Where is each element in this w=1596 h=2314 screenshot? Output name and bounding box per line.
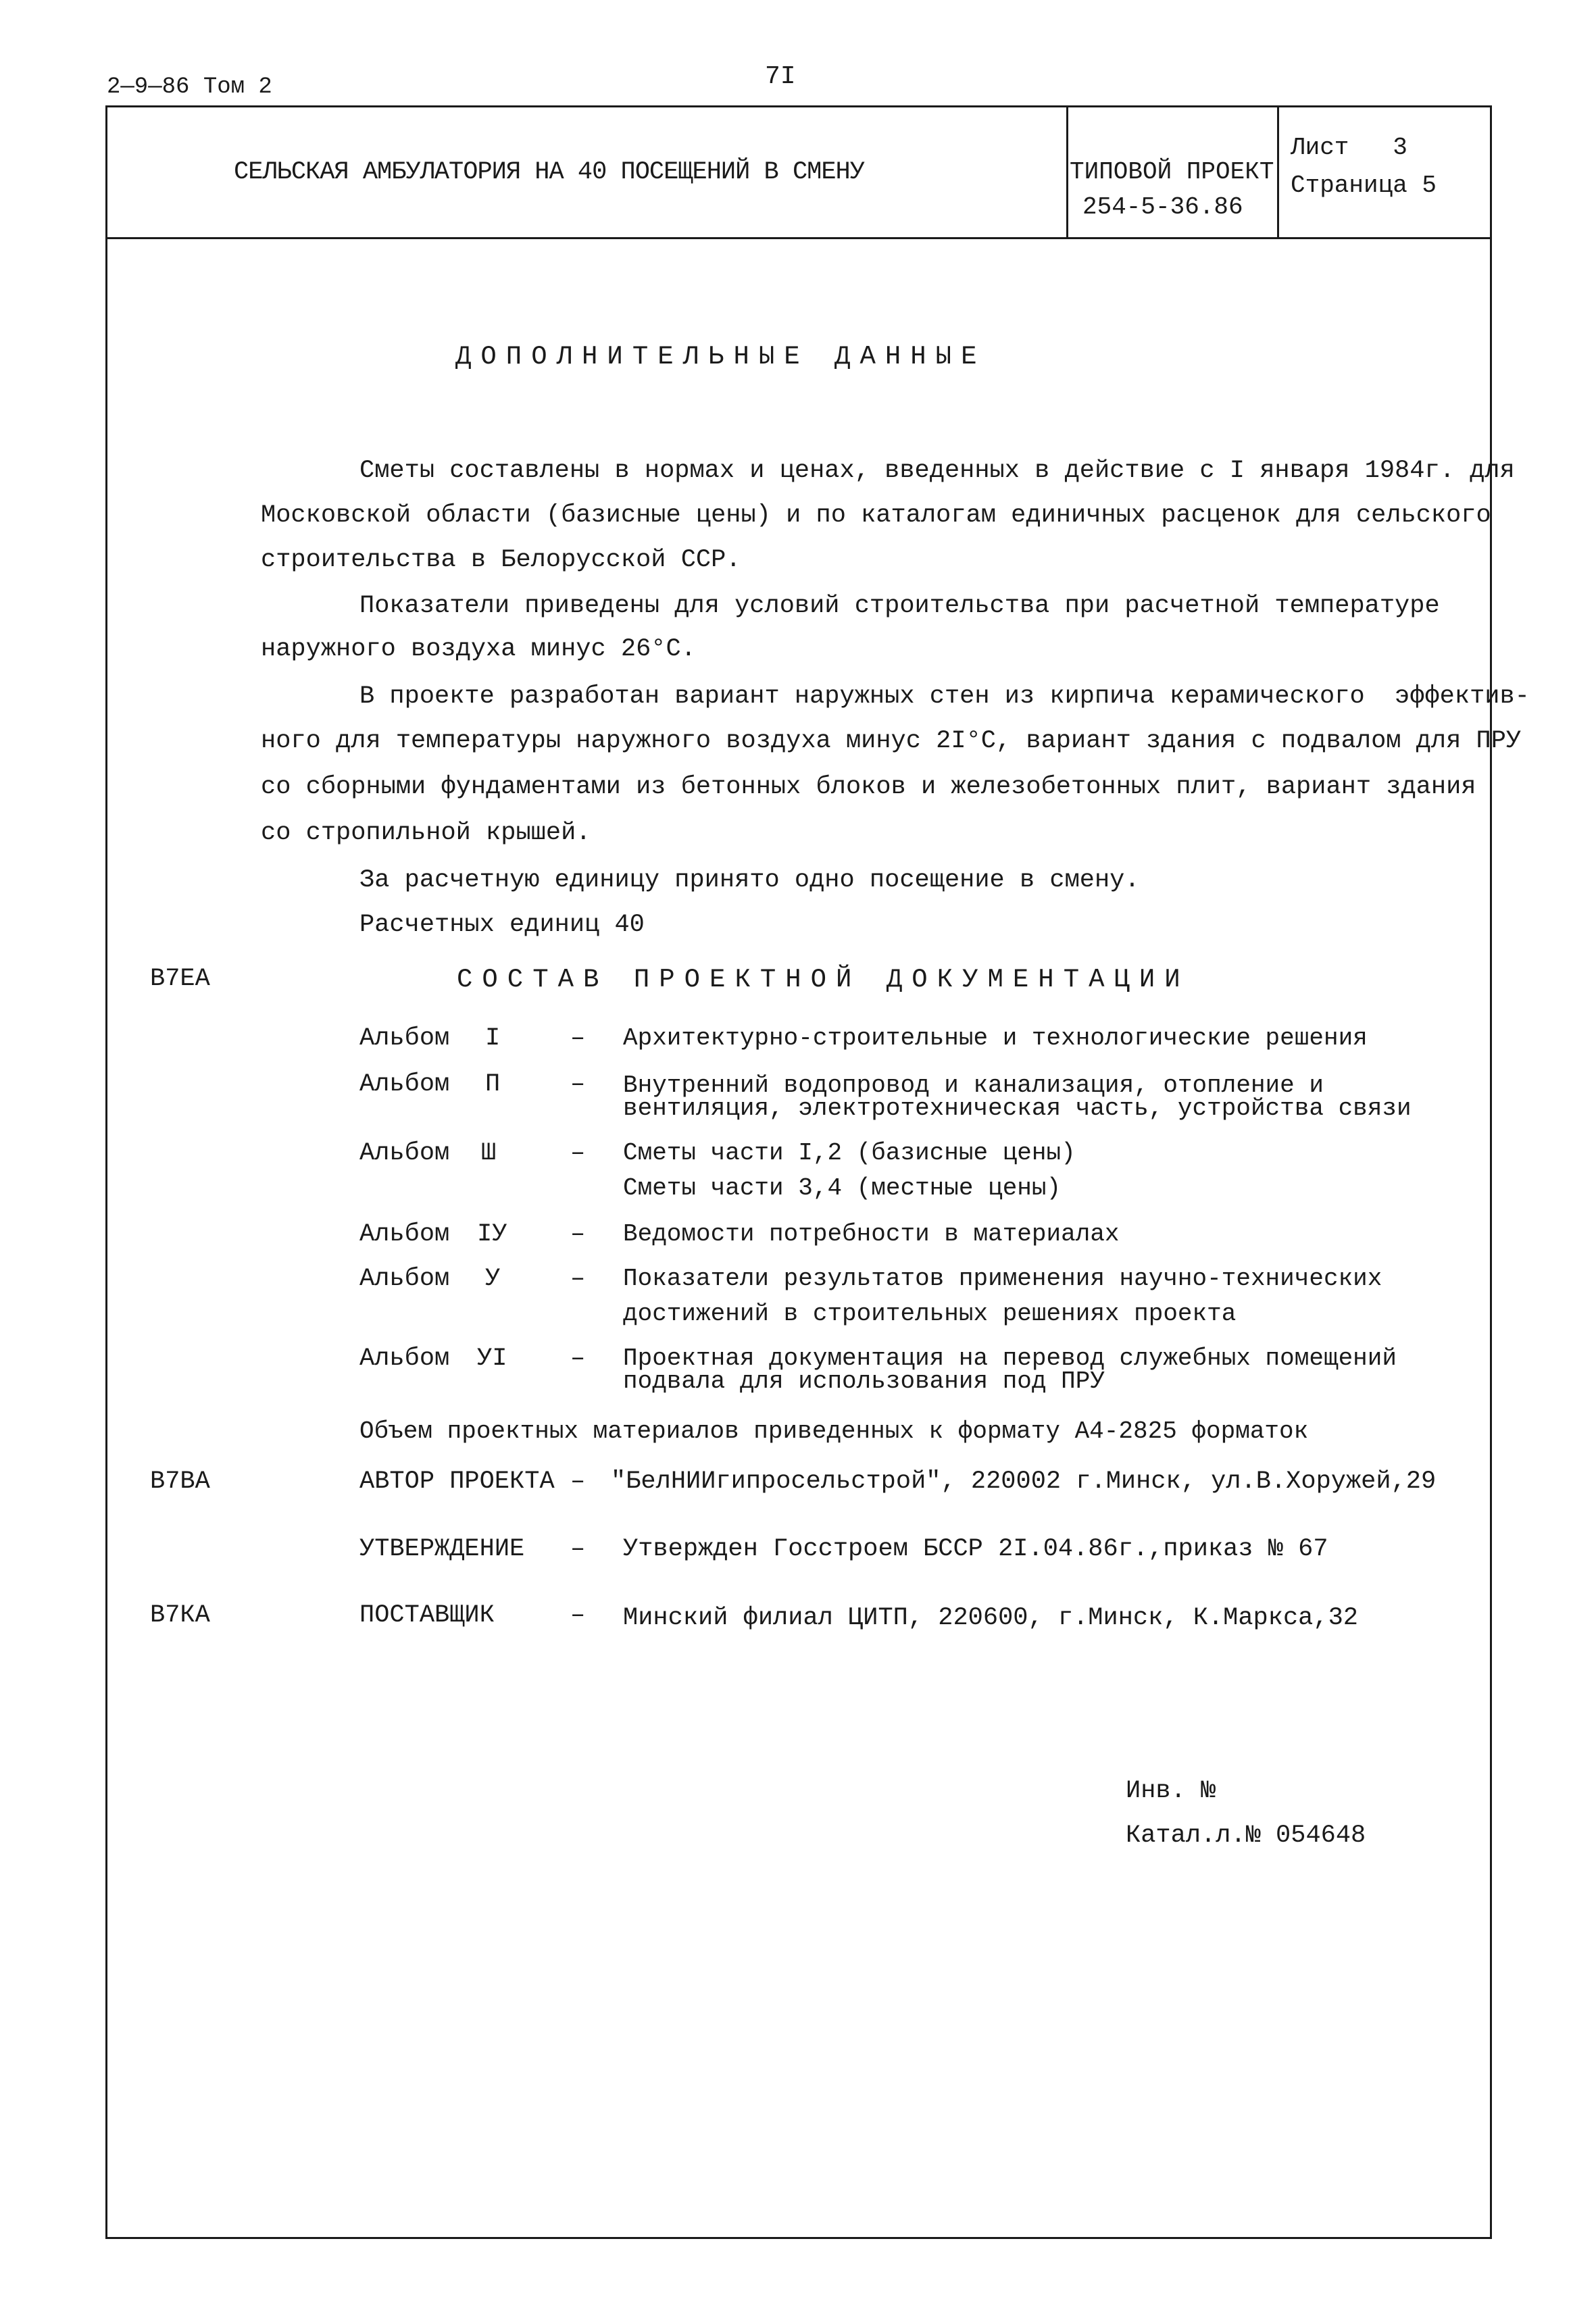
project-code: 254-5-36.86 (1082, 193, 1243, 221)
album-number: I (485, 1024, 501, 1053)
document-title: СЕЛЬСКАЯ АМБУЛАТОРИЯ НА 40 ПОСЕЩЕНИЙ В СМЕНУ (234, 158, 864, 186)
paragraph-line: Показатели приведены для условий строительства при расчетной температуре (359, 592, 1440, 620)
supplier-dash: – (570, 1601, 586, 1630)
paragraph-line: Сметы составлены в нормах и ценах, введенных в действие с I января 1984г. для (359, 457, 1515, 485)
paragraph-line: строительства в Белорусской ССР. (261, 546, 741, 574)
title-block-separator-2 (1277, 105, 1279, 238)
approval-value: Утвержден Госстроем БССР 2I.04.86г.,приказ № 67 (623, 1535, 1328, 1563)
album-label: Альбом (359, 1220, 450, 1249)
album-number: IУ (477, 1220, 507, 1249)
author-label: АВТОР ПРОЕКТА (359, 1467, 555, 1496)
album-number: Ш (481, 1139, 497, 1167)
paragraph-line: наружного воздуха минус 26°С. (261, 635, 696, 663)
supplier-label: ПОСТАВЩИК (359, 1601, 495, 1630)
album-label: Альбом (359, 1139, 450, 1167)
paragraph-line: Расчетных единиц 40 (359, 911, 645, 939)
album-description: Показатели результатов применения научно-технических (623, 1265, 1382, 1292)
page-number: 7I (765, 62, 796, 91)
paragraph-line: со стропильной крышей. (261, 819, 591, 847)
album-dash: – (570, 1220, 586, 1249)
album-dash: – (570, 1344, 586, 1373)
album-dash: – (570, 1070, 586, 1099)
album-number: П (485, 1070, 501, 1099)
supplier-code: В7КА (150, 1601, 210, 1630)
album-label: Альбом (359, 1070, 450, 1099)
album-label: Альбом (359, 1024, 450, 1053)
volume-statement: Объем проектных материалов приведенных к формату А4-2825 форматок (359, 1417, 1309, 1445)
album-description: Архитектурно-строительные и технологические решения (623, 1024, 1368, 1052)
approval-dash: – (570, 1535, 586, 1563)
author-value: "БелНИИгипросельстрой", 220002 г.Минск, ул.В.Хоружей,29 (611, 1467, 1437, 1496)
album-description-line-2: достижений в строительных решениях проекта (623, 1300, 1237, 1328)
page-indicator: Страница 5 (1291, 172, 1437, 199)
title-block-divider (105, 237, 1492, 239)
section-heading: ДОПОЛНИТЕЛЬНЫЕ ДАННЫЕ (455, 342, 987, 372)
album-dash: – (570, 1139, 586, 1167)
album-description: Внутренний водопровод и канализация, отопление и вентиляция, электротехническая часть, устройства связи (623, 1072, 1412, 1122)
album-label: Альбом (359, 1344, 450, 1373)
album-description: Сметы части I,2 (базисные цены) (623, 1139, 1076, 1167)
title-block-separator-1 (1066, 105, 1068, 238)
approval-label: УТВЕРЖДЕНИЕ (359, 1535, 525, 1563)
album-dash: – (570, 1024, 586, 1053)
paragraph-line: За расчетную единицу принято одно посещение в смену. (359, 866, 1140, 895)
author-dash: – (570, 1467, 586, 1496)
documentation-heading: СОСТАВ ПРОЕКТНОЙ ДОКУМЕНТАЦИИ (457, 965, 1190, 995)
album-number: УI (477, 1344, 507, 1373)
supplier-value: Минский филиал ЦИТП, 220600, г.Минск, К.Маркса,32 (623, 1604, 1358, 1632)
author-code: В7ВА (150, 1467, 210, 1496)
album-description: Ведомости потребности в материалах (623, 1220, 1120, 1248)
album-label: Альбом (359, 1265, 450, 1293)
paragraph-line: ного для температуры наружного воздуха минус 2I°С, вариант здания с подвалом для ПРУ (261, 727, 1522, 755)
sheet-number: Лист 3 (1291, 134, 1407, 161)
album-description-line-2: Сметы части 3,4 (местные цены) (623, 1174, 1062, 1202)
catalog-number: Катал.л.№ 054648 (1126, 1821, 1366, 1850)
paragraph-line: Московской области (базисные цены) и по каталогам единичных расценок для сельского (261, 501, 1491, 530)
album-number: У (485, 1265, 501, 1293)
project-type-label: ТИПОВОЙ ПРОЕКТ (1070, 158, 1274, 186)
album-description: Проектная документация на перевод служебных помещений подвала для использования под ПРУ (623, 1344, 1397, 1395)
album-dash: – (570, 1265, 586, 1293)
volume-label: 2—9—86 Том 2 (107, 74, 272, 100)
paragraph-line: В проекте разработан вариант наружных стен из кирпича керамического эффектив- (359, 682, 1530, 711)
page-frame (105, 105, 1492, 2239)
inventory-number: Инв. № (1126, 1777, 1216, 1805)
paragraph-line: со сборными фундаментами из бетонных блоков и железобетонных плит, вариант здания (261, 773, 1476, 801)
documentation-code: В7ЕА (150, 965, 210, 993)
